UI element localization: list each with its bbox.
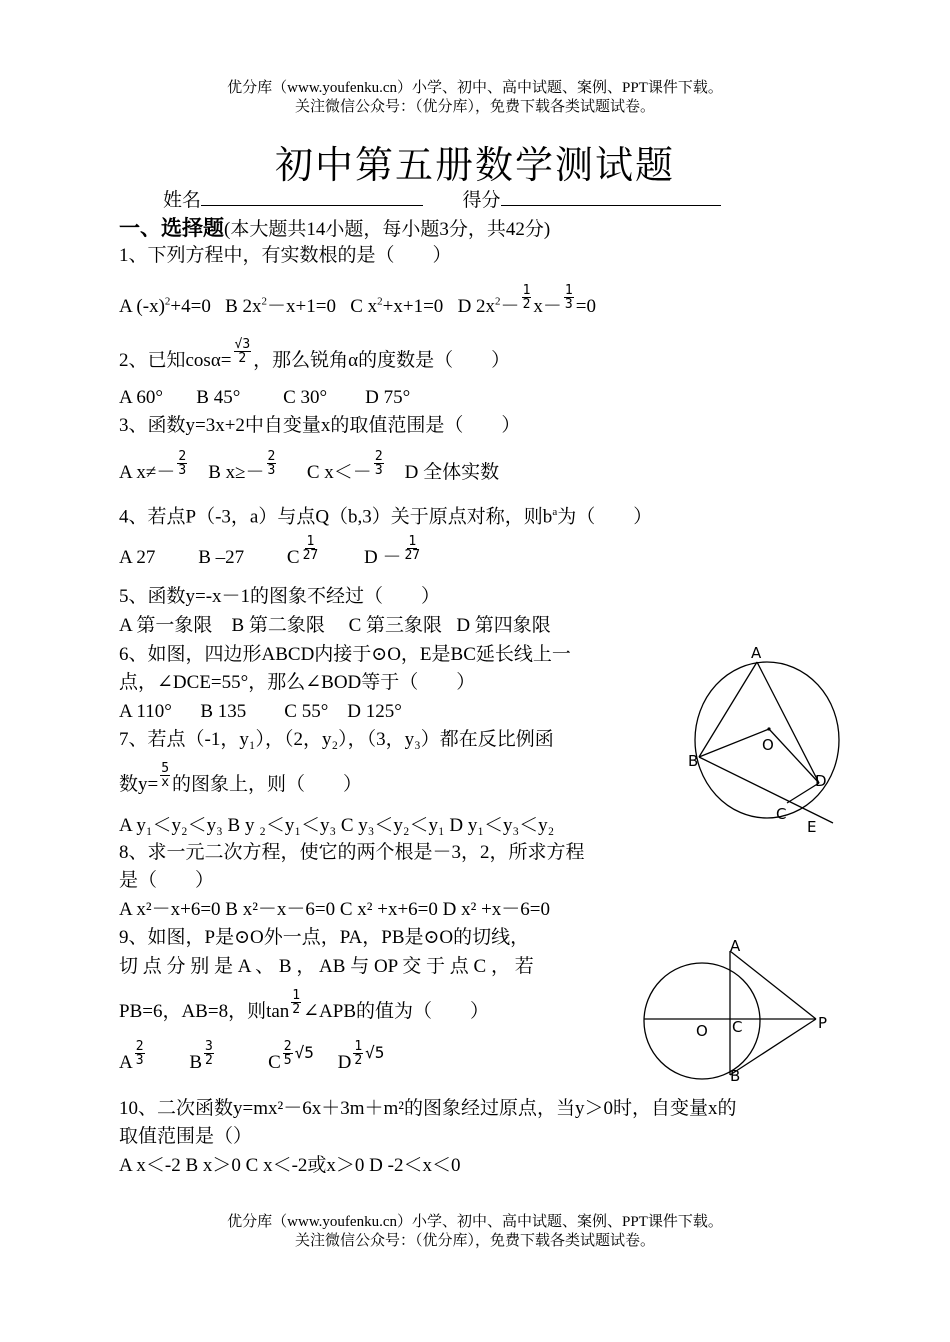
score-label: 得分 bbox=[462, 190, 501, 211]
q6-line2: 点，∠DCE=55°，那么∠BOD等于（ ） bbox=[119, 672, 476, 693]
q3-options: A x≠－ $\frac{2}{3}$ B x≥－ $\frac{2}{3}$ C x＜－ $\frac{2}{3}$ D 全体实数 bbox=[119, 449, 500, 483]
q1-text: 1、下列方程中，有实数根的是（ ） bbox=[119, 245, 452, 266]
q8-line1: 8、求一元二次方程，使它的两个根是－3，2，所求方程 bbox=[119, 842, 585, 863]
q9-tangent-diagram bbox=[640, 935, 840, 1085]
q7-options: A y₁＜y₂＜y₃ B y ₂＜y₁＜y₃ C y₃＜y₂＜y₁ D y₁＜y₃＜y₂ bbox=[119, 815, 555, 836]
q9-label-o: O bbox=[696, 1022, 708, 1040]
q9-label-b: B bbox=[730, 1067, 741, 1085]
q4-text: 4、若点P（-3，a）与点Q（b,3）关于原点对称，则$b^a$为（ ） bbox=[119, 506, 653, 528]
q9-line-pb bbox=[730, 1019, 816, 1075]
q6-label-e: E bbox=[807, 818, 817, 836]
q6-options: A 110° B 135 C 55° D 125° bbox=[119, 701, 402, 722]
q9-line1: 9、如图，P是⊙O外一点，PA，PB是⊙O的切线， bbox=[119, 927, 530, 948]
q1-option-c: C $x^2+x+1=0$ bbox=[350, 296, 444, 318]
name-blank[interactable] bbox=[201, 187, 423, 206]
q5-options: A 第一象限 B 第二象限 C 第三象限 D 第四象限 bbox=[119, 615, 551, 636]
q9-options: A $\frac{2}{3}$ B $\frac{3}{2}$ C $\frac{2}{5}$ $^{√5}$ D $\frac{1}{2}$ $^{√5}$ bbox=[119, 1039, 385, 1073]
q10-options: A x＜-2 B x＞0 C x＜-2或x＞0 D -2＜x＜0 bbox=[119, 1155, 461, 1176]
q6-label-b: B bbox=[688, 752, 699, 770]
q9-line3: PB=6，AB=8，则tan $\frac{1}{2}$ ∠APB的值为（ ） bbox=[119, 988, 489, 1022]
footer-line-1: 优分库（www.youfenku.cn）小学、初中、高中试题、案例、PPT课件下载。 bbox=[227, 1214, 723, 1230]
q9-line-pa bbox=[730, 951, 816, 1019]
q7-line1: 7、若点（-1，y₁），（2，y₂），（3，y₃）都在反比例函 bbox=[119, 729, 554, 750]
q6-circle-diagram bbox=[685, 640, 845, 840]
q6-line-be bbox=[699, 757, 833, 823]
q6-label-c: C bbox=[776, 805, 787, 823]
q8-options: A x²－x+6=0 B x²－x－6=0 C x² +x+6=0 D x² +x－6=0 bbox=[119, 899, 550, 920]
info-row bbox=[163, 187, 721, 213]
q2-options: A 60° B 45° C 30° D 75° bbox=[119, 387, 411, 408]
q10-line2: 取值范围是（） bbox=[119, 1126, 253, 1147]
q10-line1: 10、二次函数y=mx²－6x＋3m＋m²的图象经过原点，当y＞0时，自变量x的 bbox=[119, 1098, 737, 1119]
q2-fraction: $\frac{√3}{2}$ bbox=[234, 337, 251, 366]
q9-circle bbox=[644, 963, 760, 1079]
q9-label-a: A bbox=[730, 937, 741, 955]
header-line-2: 关注微信公众号：（优分库），免费下载各类试题试卷。 bbox=[294, 99, 655, 115]
q8-line2: 是（ ） bbox=[119, 870, 215, 891]
q1-option-a: A $(-x)^2+4=0$ bbox=[119, 296, 211, 318]
q6-label-o: O bbox=[762, 736, 774, 754]
q9-label-p: P bbox=[818, 1014, 828, 1032]
q7-line2: 数y= $\frac{5}{x}$ 的图象上，则（ ） bbox=[119, 761, 363, 795]
q1-option-d: D $2x^2-$ $\frac{1}{2}$ x－ $\frac{1}{3}$ =0 bbox=[457, 283, 596, 318]
section-title: 一、选择题 bbox=[119, 216, 224, 240]
q5-text: 5、函数y=-x－1的图象不经过（ ） bbox=[119, 586, 441, 607]
q1-option-b: B $2x^2-x+1=0$ bbox=[225, 296, 336, 318]
q9-label-c: C bbox=[732, 1018, 743, 1036]
q6-line1: 6、如图，四边形ABCD内接于⊙O，E是BC延长线上一 bbox=[119, 644, 571, 665]
q4-options: A 27 B –27 C $\frac{1}{27}$ D － $\frac{1}{27}$ bbox=[119, 534, 421, 568]
q6-line-ab bbox=[699, 662, 757, 757]
score-blank[interactable] bbox=[501, 187, 721, 206]
q6-label-d: D bbox=[815, 772, 827, 790]
q6-label-a: A bbox=[751, 644, 762, 662]
page-title: 初中第五册数学测试题 bbox=[274, 145, 675, 187]
q3-text: 3、函数y=3x+2中自变量x的取值范围是（ ） bbox=[119, 415, 521, 436]
q9-line2: 切 点 分 别 是 A 、 B ， AB 与 OP 交 于 点 C ， 若 bbox=[119, 956, 534, 977]
section-note: (本大题共14小题，每小题3分，共42分) bbox=[224, 219, 551, 240]
section-heading bbox=[119, 216, 550, 242]
name-label: 姓名 bbox=[163, 190, 202, 211]
q6-line-ad bbox=[757, 662, 819, 783]
q6-center-dot bbox=[767, 727, 770, 730]
q1-options bbox=[119, 283, 596, 321]
header-line-1: 优分库（www.youfenku.cn）小学、初中、高中试题、案例、PPT课件下载。 bbox=[227, 80, 723, 96]
q6-line-bo bbox=[699, 729, 769, 757]
footer-line-2: 关注微信公众号：（优分库），免费下载各类试题试卷。 bbox=[294, 1233, 655, 1249]
q6-line-od bbox=[769, 729, 819, 783]
q2-text: 2、已知cosα= $\frac{√3}{2}$ ，那么锐角α的度数是（ ） bbox=[119, 337, 511, 371]
